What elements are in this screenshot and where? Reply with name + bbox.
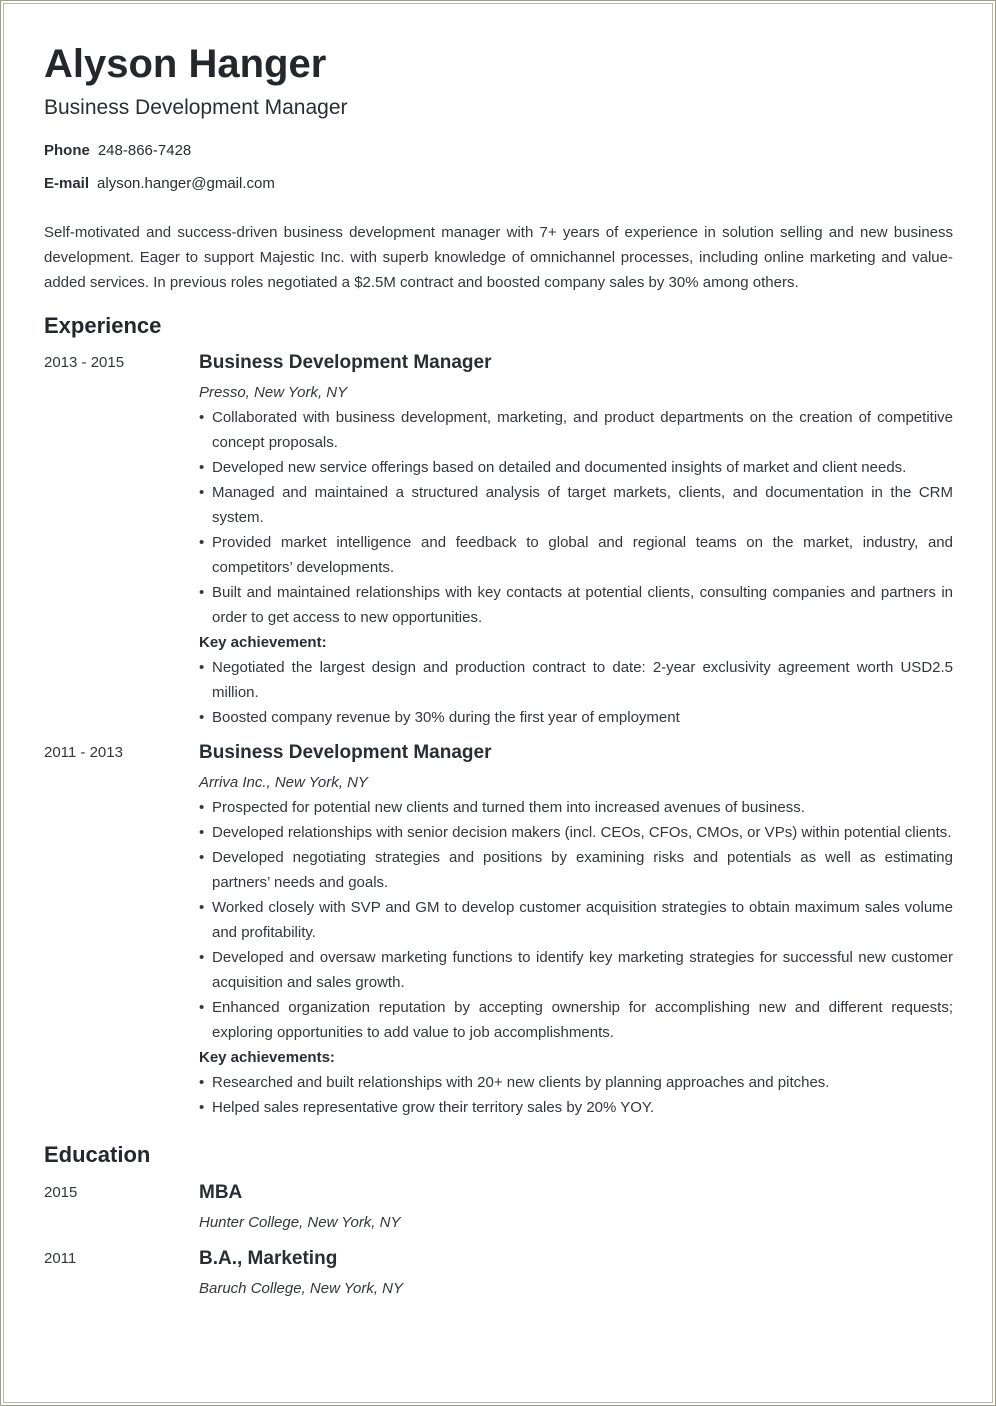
bullet-icon: • bbox=[199, 899, 205, 916]
phone-label: Phone bbox=[44, 142, 90, 159]
list-item: • Researched and built relationships with 20+ new clients by planning approaches and pitches. bbox=[199, 1070, 953, 1095]
job-duties bbox=[199, 405, 953, 630]
bullet-icon: • bbox=[199, 534, 205, 551]
education-details bbox=[199, 1181, 953, 1235]
education-year: 2015 bbox=[44, 1184, 78, 1201]
job-title: Business Development Manager bbox=[199, 742, 492, 763]
resume-content bbox=[44, 41, 953, 1301]
school-name: Baruch College, New York, NY bbox=[199, 1280, 403, 1297]
bullet-icon: • bbox=[199, 584, 205, 601]
phone-value: 248-866-7428 bbox=[97, 142, 192, 159]
degree-title: MBA bbox=[199, 1182, 243, 1203]
job-company: Presso, New York, NY bbox=[199, 384, 348, 401]
list-item: • Developed and oversaw marketing functions to identify key marketing strategies for successful new customer acquisition and sales growth. bbox=[199, 945, 953, 995]
bullet-icon: • bbox=[199, 849, 205, 866]
candidate-title: Business Development Manager bbox=[44, 96, 348, 119]
profile-summary: Self-motivated and success-driven business development manager with 7+ years of experience in solution selling and new business development. Eager to support Majestic Inc. with superb knowledge of omnichannel processes, including online marketing and value-added services. In previous roles negotiated a $2.5M contract and boosted company sales by 30% among others. bbox=[44, 224, 953, 291]
list-item: • Boosted company revenue by 30% during the first year of employment bbox=[199, 705, 953, 730]
education-entry bbox=[44, 1181, 953, 1235]
experience-entry bbox=[44, 741, 953, 1120]
job-company: Arriva Inc., New York, NY bbox=[199, 774, 368, 791]
bullet-icon: • bbox=[199, 999, 205, 1016]
list-item: • Developed negotiating strategies and positions by examining risks and potentials as well as estimating partners’ needs and goals. bbox=[199, 845, 953, 895]
list-item: • Prospected for potential new clients and turned them into increased avenues of business. bbox=[199, 795, 953, 820]
school-name: Hunter College, New York, NY bbox=[199, 1214, 401, 1231]
job-details bbox=[199, 351, 953, 730]
list-item: • Collaborated with business development, marketing, and product departments on the creation of competitive concept proposals. bbox=[199, 405, 953, 455]
list-item: • Worked closely with SVP and GM to develop customer acquisition strategies to obtain maximum sales volume and profitability. bbox=[199, 895, 953, 945]
bullet-icon: • bbox=[199, 659, 205, 676]
achievements-label: Key achievement: bbox=[199, 634, 327, 651]
list-item: • Managed and maintained a structured analysis of target markets, clients, and documentation in the CRM system. bbox=[199, 480, 953, 530]
email-row bbox=[44, 175, 953, 193]
achievements-label: Key achievements: bbox=[199, 1049, 335, 1066]
bullet-icon: • bbox=[199, 949, 205, 966]
bullet-icon: • bbox=[199, 799, 205, 816]
education-heading: Education bbox=[44, 1142, 151, 1167]
experience-heading: Experience bbox=[44, 313, 162, 338]
bullet-icon: • bbox=[199, 459, 205, 476]
degree-title: B.A., Marketing bbox=[199, 1248, 338, 1269]
experience-entry bbox=[44, 351, 953, 730]
bullet-icon: • bbox=[199, 824, 205, 841]
job-duties bbox=[199, 795, 953, 1045]
job-dates: 2011 - 2013 bbox=[44, 744, 123, 761]
bullet-icon: • bbox=[199, 409, 205, 426]
job-details bbox=[199, 741, 953, 1120]
list-item: • Helped sales representative grow their territory sales by 20% YOY. bbox=[199, 1095, 953, 1120]
job-achievements bbox=[199, 655, 953, 730]
phone-row bbox=[44, 142, 953, 160]
education-year: 2011 bbox=[44, 1250, 77, 1267]
education-details bbox=[199, 1247, 953, 1301]
bullet-icon: • bbox=[199, 1074, 205, 1091]
email-label: E-mail bbox=[44, 175, 90, 192]
list-item: • Negotiated the largest design and production contract to date: 2-year exclusivity agreement worth USD2.5 million. bbox=[199, 655, 953, 705]
job-achievements bbox=[199, 1070, 953, 1120]
candidate-name: Alyson Hanger bbox=[44, 42, 327, 86]
email-value: alyson.hanger@gmail.com bbox=[97, 175, 275, 192]
job-dates: 2013 - 2015 bbox=[44, 354, 125, 371]
list-item: • Provided market intelligence and feedback to global and regional teams on the market, industry, and competitors’ developments. bbox=[199, 530, 953, 580]
list-item: • Built and maintained relationships with key contacts at potential clients, consulting companies and partners in order to get access to new opportunities. bbox=[199, 580, 953, 630]
list-item: • Enhanced organization reputation by accepting ownership for accomplishing new and different requests; exploring opportunities to add value to job accomplishments. bbox=[199, 995, 953, 1045]
list-item: • Developed new service offerings based on detailed and documented insights of market and client needs. bbox=[199, 455, 953, 480]
bullet-icon: • bbox=[199, 709, 205, 726]
contact-block bbox=[44, 142, 953, 193]
list-item: • Developed relationships with senior decision makers (incl. CEOs, CFOs, CMOs, or VPs) within potential clients. bbox=[199, 820, 953, 845]
bullet-icon: • bbox=[199, 1099, 205, 1116]
bullet-icon: • bbox=[199, 484, 205, 501]
job-title: Business Development Manager bbox=[199, 352, 492, 373]
education-entry bbox=[44, 1247, 953, 1301]
